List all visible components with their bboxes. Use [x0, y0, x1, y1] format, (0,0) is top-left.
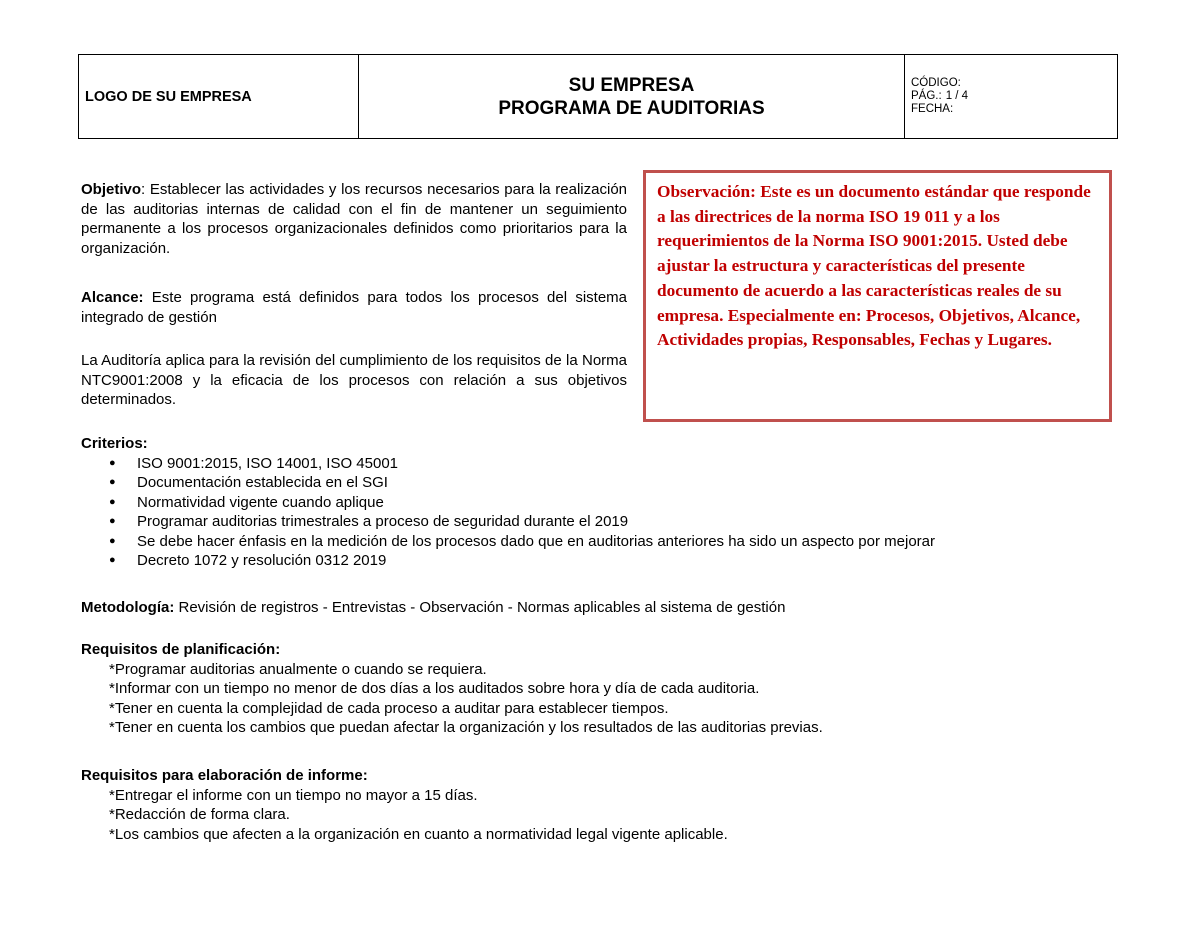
objective-label: Objetivo [81, 181, 142, 198]
company-name: SU EMPRESA [568, 74, 695, 96]
methodology-text: Revisión de registros - Entrevistas - Observación - Normas aplicables al sistema de gestión [174, 599, 786, 616]
planning-item: *Tener en cuenta la complejidad de cada proceso a auditar para establecer tiempos. [109, 699, 669, 717]
criteria-item: ● Documentación establecida en el SGI [81, 473, 1121, 493]
methodology-paragraph [81, 598, 1121, 618]
criteria-item: ● ISO 9001:2015, ISO 14001, ISO 45001 [81, 454, 1121, 474]
header-title-block [359, 55, 905, 138]
observation-text: : Este es un documento estándar que responde a las directrices de la norma ISO 19 011 y a los requerimientos de la Norma ISO 9001:2015. Usted debe ajustar la estructura y características del presente documento de acuerdo a las características reales de su empresa. Especialmente en: Procesos, Objetivos, Alcance, Actividades propias, Responsables, Fechas y Lugares. [657, 182, 1091, 350]
date-label: FECHA: [911, 103, 954, 115]
planning-item: *Informar con un tiempo no menor de dos días a los auditados sobre hora y día de cada auditoria. [109, 680, 760, 697]
planning-item: *Programar auditorias anualmente o cuando se requiera. [109, 660, 487, 678]
scope-paragraph [81, 288, 627, 327]
logo-placeholder: LOGO DE SU EMPRESA [79, 55, 359, 138]
criteria-item: ● Programar auditorias trimestrales a proceso de seguridad durante el 2019 [81, 512, 1121, 532]
report-item: *Entregar el informe con un tiempo no mayor a 15 días. [109, 786, 478, 804]
criteria-list [81, 454, 1121, 571]
methodology-label: Metodología: [81, 599, 175, 616]
scope-text: Este programa está definidos para todos los procesos del sistema integrado de gestión [81, 289, 627, 326]
observation-box [643, 170, 1112, 422]
criteria-section [81, 434, 1121, 571]
page-number: 1 / 4 [945, 90, 969, 102]
observation-label: Observación [657, 182, 751, 201]
criteria-item: ● Se debe hacer énfasis en la medición de los procesos dado que en auditorias anteriores ha sido un aspecto por mejorar [81, 532, 1121, 552]
report-item: *Redacción de forma clara. [109, 806, 290, 823]
page-label: PÁG.: [911, 90, 942, 102]
objective-paragraph [81, 180, 627, 258]
scope-paragraph-2: La Auditoría aplica para la revisión del cumplimiento de los requisitos de la Norma NTC9001:2008 y la eficacia de los procesos con relación a sus objetivos determinados. [81, 352, 627, 408]
planning-section [81, 640, 1121, 738]
criteria-item: ● Normatividad vigente cuando aplique [81, 493, 1121, 513]
document-meta [905, 55, 1117, 138]
planning-item: *Tener en cuenta los cambios que puedan afectar la organización y los resultados de las auditorias previas. [109, 719, 823, 736]
scope-label: Alcance: [81, 289, 144, 306]
report-item: *Los cambios que afecten a la organización en cuanto a normatividad legal vigente aplicable. [109, 825, 728, 843]
report-label: Requisitos para elaboración de informe: [81, 767, 368, 784]
program-title: PROGRAMA DE AUDITORIAS [498, 97, 765, 119]
criteria-label: Criterios: [81, 435, 148, 452]
objective-text: : Establecer las actividades y los recursos necesarios para la realización de las auditorias internas de calidad con el fin de mantener un seguimiento permanente a los procesos organizacionales definidos como prioritarios para la organización. [81, 181, 627, 257]
report-section [81, 766, 1121, 844]
document-header [78, 54, 1118, 139]
page-info [911, 90, 1117, 103]
planning-label: Requisitos de planificación: [81, 641, 281, 658]
code-label: CÓDIGO: [911, 77, 961, 89]
criteria-item: ● Decreto 1072 y resolución 0312 2019 [81, 551, 1121, 571]
